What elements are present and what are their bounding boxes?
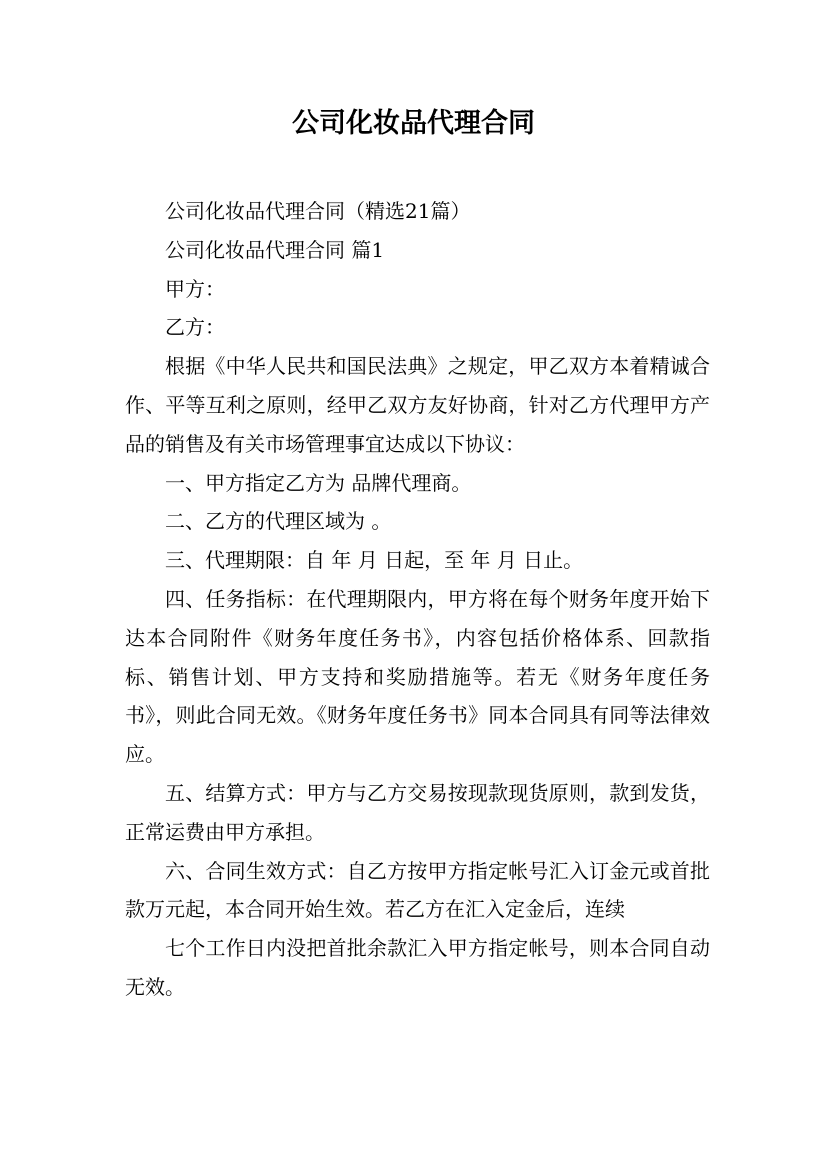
- paragraph-clause-3: 三、代理期限：自 年 月 日起，至 年 月 日止。: [165, 548, 584, 573]
- paragraph-party-b: 乙方：: [165, 315, 225, 340]
- paragraph-section-heading: 公司化妆品代理合同 篇1: [165, 237, 385, 262]
- document-body: [125, 192, 710, 1007]
- paragraph-clause-5: 五、结算方式：甲方与乙方交易按现款现货原则，款到发货，正常运费由甲方承担。: [125, 780, 710, 844]
- paragraph-subtitle: 公司化妆品代理合同（精选21篇）: [165, 199, 471, 223]
- paragraph-clause-1: 一、甲方指定乙方为 品牌代理商。: [165, 470, 472, 495]
- paragraph-clause-6: 六、合同生效方式：自乙方按甲方指定帐号汇入订金元或首批款万元起，本合同开始生效。若乙方在汇入定金后，连续: [125, 858, 710, 922]
- paragraph-preamble: 根据《中华人民共和国民法典》之规定，甲乙双方本着精诚合作、平等互利之原则，经甲乙双方友好协商，针对乙方代理甲方产品的销售及有关市场管理事宜达成以下协议：: [125, 354, 710, 456]
- document-title: 公司化妆品代理合同: [292, 108, 535, 139]
- paragraph-clause-6-continued: 七个工作日内没把首批余款汇入甲方指定帐号，则本合同自动无效。: [125, 936, 710, 999]
- paragraph-clause-4: 四、任务指标：在代理期限内，甲方将在每个财务年度开始下达本合同附件《财务年度任务书》，内容包括价格体系、回款指标、销售计划、甲方支持和奖励措施等。若无《财务年度任务书》，则此合同无效。《财务年度任务书》同本合同具有同等法律效应。: [125, 586, 710, 767]
- paragraph-party-a: 甲方：: [165, 276, 225, 301]
- paragraph-clause-2: 二、乙方的代理区域为 。: [165, 509, 392, 534]
